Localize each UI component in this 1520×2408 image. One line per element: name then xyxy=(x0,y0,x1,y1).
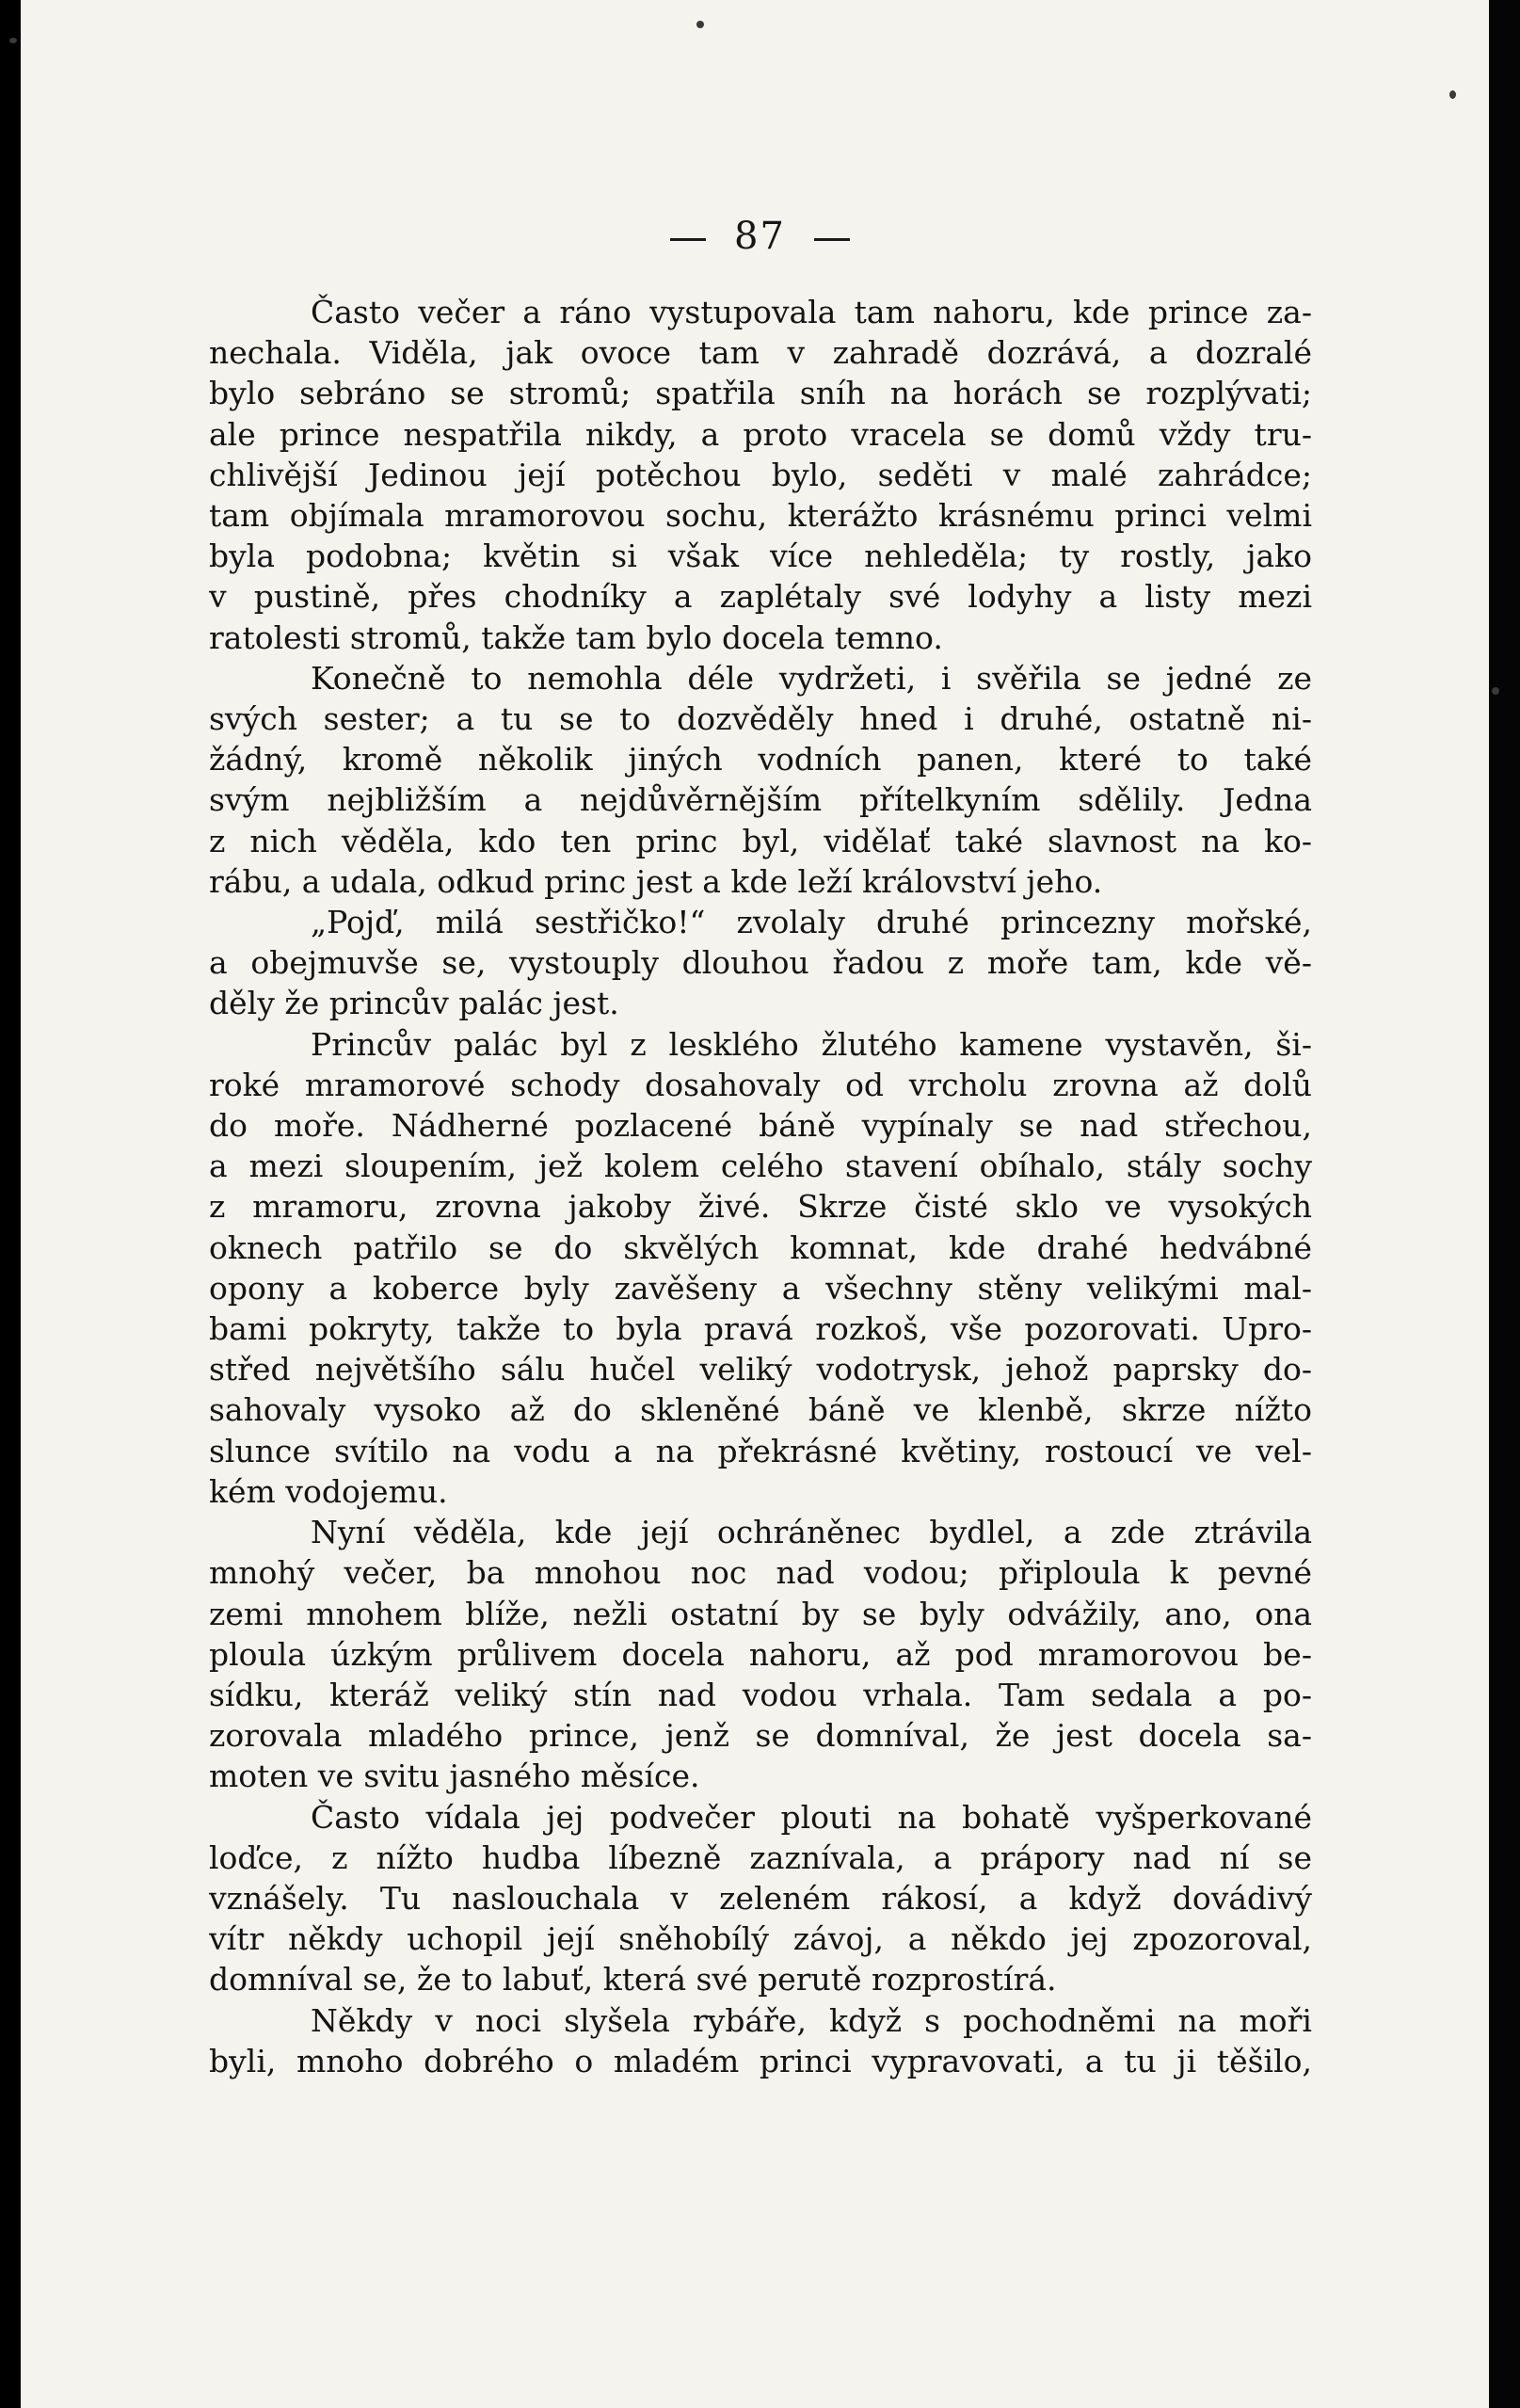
text-line: loďce, z nížto hudba líbezně zaznívala, a prápory nad ní se xyxy=(209,1838,1312,1876)
scan-speck xyxy=(9,38,17,43)
text-line: Často večer a ráno vystupovala tam nahoru, kde prince za- xyxy=(311,294,1312,330)
text-line: do moře. Nádherné pozlacené báně vypínaly se nad střechou, xyxy=(209,1107,1312,1145)
text-line: ploula úzkým průlivem docela nahoru, až pod mramorovou be- xyxy=(209,1635,1312,1673)
text-line: byla podobna; květin si však více nehleděla; ty rostly, jako xyxy=(209,538,1312,575)
text-line: zemi mnohem blíže, nežli ostatní by se byly odvážily, ano, ona xyxy=(209,1595,1312,1632)
scan-speck xyxy=(1492,687,1499,695)
text-line: Princův palác byl z lesklého žlutého kamene vystavěn, ši- xyxy=(311,1025,1312,1063)
header-dash-left xyxy=(670,238,706,241)
text-line: chlivější Jedinou její potěchou bylo, seděti v malé zahrádce; xyxy=(209,456,1312,493)
text-line: žádný, kromě několik jiných vodních panen, které to také xyxy=(209,741,1312,779)
text-line: z mramoru, zrovna jakoby živé. Skrze čisté sklo ve vysokých xyxy=(209,1188,1312,1226)
text-line: svým nejbližším a nejdůvěrnějším přítelkyním sdělily. Jedna xyxy=(209,781,1312,819)
text-line: střed největšího sálu hučel veliký vodotrysk, jehož paprsky do- xyxy=(209,1351,1312,1389)
text-line: zorovala mladého prince, jenž se domníval, že jest docela sa- xyxy=(209,1717,1312,1755)
scan-border xyxy=(1489,0,1520,2408)
text-line: ale prince nespatřila nikdy, a proto vracela se domů vždy tru- xyxy=(209,415,1312,453)
header-dash-right xyxy=(814,238,850,241)
text-line: opony a koberce byly zavěšeny a všechny stěny velikými mal- xyxy=(209,1269,1312,1307)
text-line: domníval se, že to labuť, která své perutě rozprostírá. xyxy=(209,1961,1057,1999)
page-number: 87 xyxy=(734,215,786,258)
text-line: vznášely. Tu naslouchala v zeleném rákosí, a když dovádivý xyxy=(209,1879,1312,1917)
text-line: a obejmuvše se, vystouply dlouhou řadou z moře tam, kde vě- xyxy=(209,944,1312,982)
text-line: ratolesti stromů, takže tam bylo docela temno. xyxy=(209,618,943,656)
body-text xyxy=(209,292,1312,2081)
text-line: vítr někdy uchopil její sněhobílý závoj, a někdo jej zpozoroval, xyxy=(209,1920,1312,1958)
text-line: roké mramorové schody dosahovaly od vrcholu zrovna až dolů xyxy=(209,1066,1312,1103)
text-line: byli, mnoho dobrého o mladém princi vypravovati, a tu ji těšilo, xyxy=(209,2042,1312,2079)
text-line: děly že princův palác jest. xyxy=(209,985,619,1022)
text-line: sídku, kteráž veliký stín nad vodou vrhala. Tam sedala a po- xyxy=(209,1676,1312,1713)
text-line: Nyní věděla, kde její ochráněnec bydlel, a zde ztrávila xyxy=(311,1514,1312,1551)
text-line: a mezi sloupením, jež kolem celého stavení obíhalo, stály sochy xyxy=(209,1148,1312,1185)
text-line: nechala. Viděla, jak ovoce tam v zahradě dozrává, a dozralé xyxy=(209,334,1312,372)
text-line: oknech patřilo se do skvělých komnat, kde drahé hedvábné xyxy=(209,1228,1312,1266)
text-line: Někdy v noci slyšela rybáře, když s pochodněmi na moři xyxy=(311,2001,1312,2039)
scan-speck xyxy=(1449,90,1456,99)
text-line: kém vodojemu. xyxy=(209,1472,448,1510)
text-line: slunce svítilo na vodu a na překrásné květiny, rostoucí ve vel- xyxy=(209,1432,1312,1469)
text-line: svých sester; a tu se to dozvěděly hned i druhé, ostatně ni- xyxy=(209,700,1312,738)
text-line: Často vídala jej podvečer plouti na bohatě vyšperkované xyxy=(311,1798,1312,1836)
text-line: bylo sebráno se stromů; spatřila sníh na horách se rozplývati; xyxy=(209,375,1312,412)
scan-speck xyxy=(696,21,704,28)
text-line: sahovaly vysoko až do skleněné báně ve klenbě, skrze nížto xyxy=(209,1391,1312,1429)
text-line: „Pojď, milá sestřičko!“ zvolaly druhé princezny mořské, xyxy=(311,904,1312,941)
text-line: v pustině, přes chodníky a zaplétaly své lodyhy a listy mezi xyxy=(209,578,1312,616)
text-line: bami pokryty, takže to byla pravá rozkoš, vše pozorovati. Upro- xyxy=(209,1310,1312,1348)
text-line: mnohý večer, ba mnohou noc nad vodou; připloula k pevné xyxy=(209,1554,1312,1592)
text-line: rábu, a udala, odkud princ jest a kde leží království jeho. xyxy=(209,862,1103,900)
page-header xyxy=(0,215,1520,258)
text-line: Konečně to nemohla déle vydržeti, i svěřila se jedné ze xyxy=(311,659,1312,697)
text-line: z nich věděla, kdo ten princ byl, vidělať také slavnost na ko- xyxy=(209,822,1312,859)
text-line: tam objímala mramorovou sochu, kterážto krásnému princi velmi xyxy=(209,497,1312,535)
text-line: moten ve svitu jasného měsíce. xyxy=(209,1758,700,1795)
